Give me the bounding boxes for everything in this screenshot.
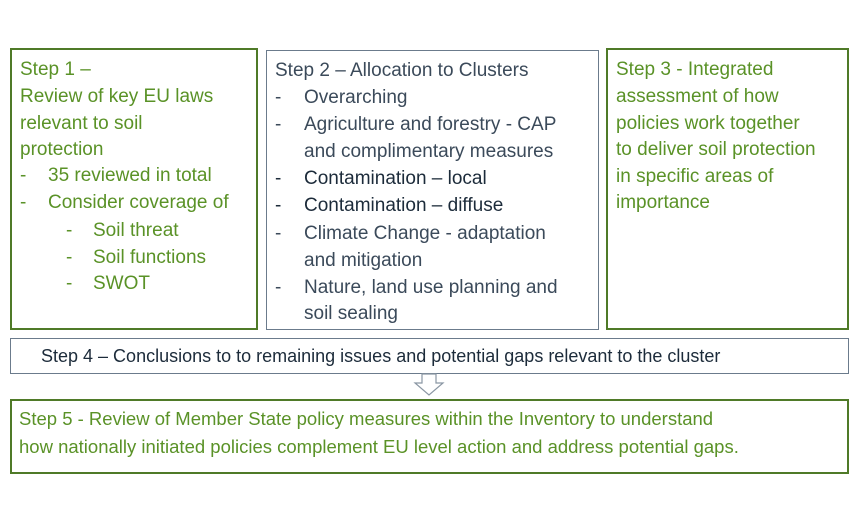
step1-sub-bullet-swot: SWOT <box>93 273 150 294</box>
step3-line5: in specific areas of <box>616 166 774 187</box>
step1-sub-bullet-dash: - <box>66 247 73 268</box>
step1-title-line3: relevant to soil <box>20 113 143 134</box>
step1-sub-bullet-soil-threat: Soil threat <box>93 220 179 241</box>
step5-line1: Step 5 - Review of Member State policy measures within the Inventory to understand <box>19 408 714 429</box>
step3-line4: to deliver soil protection <box>616 139 816 160</box>
step2-item-agriculture-line2: and complimentary measures <box>304 141 554 162</box>
step5-line2: how nationally initiated policies complement EU level action and address potential gaps. <box>19 436 739 457</box>
step1-sub-bullet-dash: - <box>66 220 73 241</box>
step2-item-nature-line1: Nature, land use planning and <box>304 277 558 298</box>
down-arrow-icon <box>413 373 445 397</box>
step2-item-agriculture-line1: Agriculture and forestry - CAP <box>304 114 557 135</box>
step1-title-line4: protection <box>20 139 104 160</box>
step2-item-climate-line2: and mitigation <box>304 250 423 271</box>
step4-text: Step 4 – Conclusions to to remaining issues and potential gaps relevant to the cluster <box>41 346 721 366</box>
step1-bullet-dash: - <box>20 165 27 186</box>
step3-line1: Step 3 - Integrated <box>616 59 774 80</box>
step3-line3: policies work together <box>616 113 800 134</box>
step1-bullet-dash: - <box>20 192 27 213</box>
step2-title: Step 2 – Allocation to Clusters <box>275 60 529 81</box>
step2-bullet-dash: - <box>275 277 282 298</box>
step2-bullet-dash: - <box>275 114 282 135</box>
step1-bullet-coverage: Consider coverage of <box>48 192 229 213</box>
step4-box <box>10 338 849 374</box>
step2-box <box>266 50 599 330</box>
step2-item-overarching: Overarching <box>304 87 408 108</box>
step3-line2: assessment of how <box>616 86 779 107</box>
step2-item-climate-line1: Climate Change - adaptation <box>304 223 546 244</box>
step1-bullet-reviewed: 35 reviewed in total <box>48 165 212 186</box>
step2-item-contamination-local: Contamination – local <box>304 168 487 189</box>
step2-bullet-dash: - <box>275 168 282 189</box>
step3-box <box>606 48 849 330</box>
step2-bullet-dash: - <box>275 87 282 108</box>
step5-box <box>10 399 849 474</box>
step1-title-line1: Step 1 – <box>20 59 91 80</box>
step1-sub-bullet-dash: - <box>66 273 73 294</box>
step3-line6: importance <box>616 192 710 213</box>
step2-bullet-dash: - <box>275 223 282 244</box>
step2-item-contamination-diffuse: Contamination – diffuse <box>304 195 504 216</box>
step1-box <box>10 48 258 330</box>
step2-bullet-dash: - <box>275 195 282 216</box>
step1-title-line2: Review of key EU laws <box>20 86 214 107</box>
step1-sub-bullet-soil-functions: Soil functions <box>93 247 207 268</box>
step2-item-nature-line2: soil sealing <box>304 303 398 324</box>
